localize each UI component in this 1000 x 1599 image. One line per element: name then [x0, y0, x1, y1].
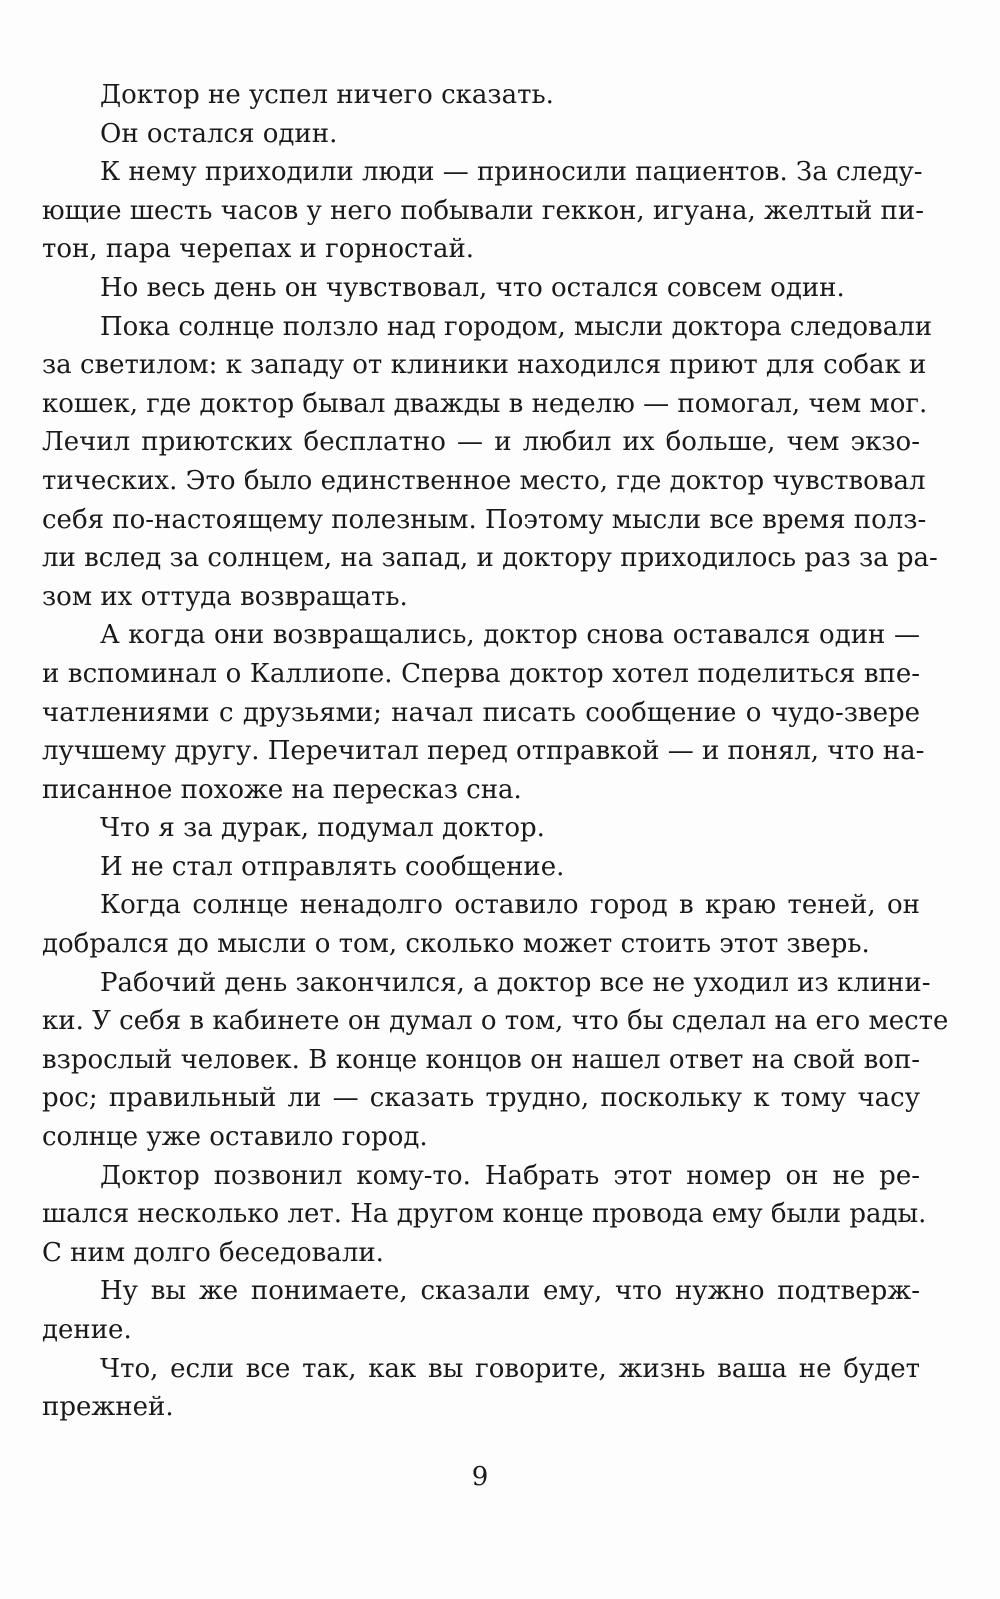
text-line: взрослый человек. В конце концов он нашел ответ на свой воп-: [42, 1044, 920, 1075]
text-line: себя по-настоящему полезным. Поэтому мысли все время полз-: [42, 504, 927, 535]
text-line: тон, пара черепах и горностай.: [42, 234, 475, 265]
text-line: Пока солнце ползло над городом, мысли доктора следовали: [100, 311, 933, 342]
text-line: дение.: [42, 1315, 132, 1345]
text-line: писанное похоже на пересказ сна.: [42, 774, 522, 805]
text-line: Ну вы же понимаете, сказали ему, что нужно подтверж-: [100, 1276, 920, 1307]
text-line: зом их оттуда возвращать.: [42, 581, 408, 612]
text-line: ки. У себя в кабинете он думал о том, что бы сделал на его месте: [42, 1006, 949, 1037]
text-line: добрался до мысли о том, сколько может стоить этот зверь.: [42, 929, 870, 960]
text-line: Когда солнце ненадолго оставило город в краю теней, он: [100, 890, 920, 921]
text-line: лучшему другу. Перечитал перед отправкой — и понял, что на-: [42, 736, 925, 767]
text-line: Что, если все так, как вы говорите, жизнь ваша не будет: [100, 1353, 920, 1384]
text-line: Но весь день он чувствовал, что остался совсем один.: [100, 272, 845, 303]
text-line: ли вслед за солнцем, на запад, и доктору приходилось раз за ра-: [42, 543, 938, 574]
text-line: рос; правильный ли — сказать трудно, поскольку к тому часу: [42, 1083, 920, 1114]
text-line: И не стал отправлять сообщение.: [100, 851, 565, 882]
text-line: Лечил приютских бесплатно — и любил их больше, чем экзо-: [42, 427, 920, 458]
text-line: Доктор не успел ничего сказать.: [100, 80, 554, 110]
text-line: К нему приходили люди — приносили пациентов. За следу-: [100, 157, 923, 188]
text-line: Рабочий день закончился, а доктор все не уходил из клини-: [100, 967, 931, 998]
text-line: С ним долго беседовали.: [42, 1237, 384, 1268]
text-line: тических. Это было единственное место, где доктор чувствовал: [42, 465, 926, 496]
text-line: Доктор позвонил кому-то. Набрать этот номер он не ре-: [100, 1160, 920, 1191]
text-line: прежней.: [42, 1392, 174, 1423]
text-line: чатлениями с друзьями; начал писать сообщение о чудо-звере: [42, 697, 920, 728]
text-line: Он остался один.: [100, 118, 338, 149]
body-text: [42, 76, 949, 1427]
text-line: А когда они возвращались, доктор снова оставался один —: [100, 620, 920, 651]
text-line: и вспоминал о Каллиопе. Сперва доктор хотел поделиться впе-: [42, 658, 920, 689]
text-line: ющие шесть часов у него побывали геккон, игуана, желтый пи-: [42, 195, 924, 226]
page-number: 9: [471, 1462, 489, 1492]
text-line: Что я за дурак, подумал доктор.: [100, 813, 545, 844]
text-line: кошек, где доктор бывал дважды в неделю — помогал, чем мог.: [42, 388, 928, 419]
text-line: солнце уже оставило город.: [42, 1122, 428, 1153]
text-line: шался несколько лет. На другом конце провода ему были рады.: [42, 1199, 927, 1230]
text-line: за светилом: к западу от клиники находился приют для собак и: [42, 350, 927, 381]
